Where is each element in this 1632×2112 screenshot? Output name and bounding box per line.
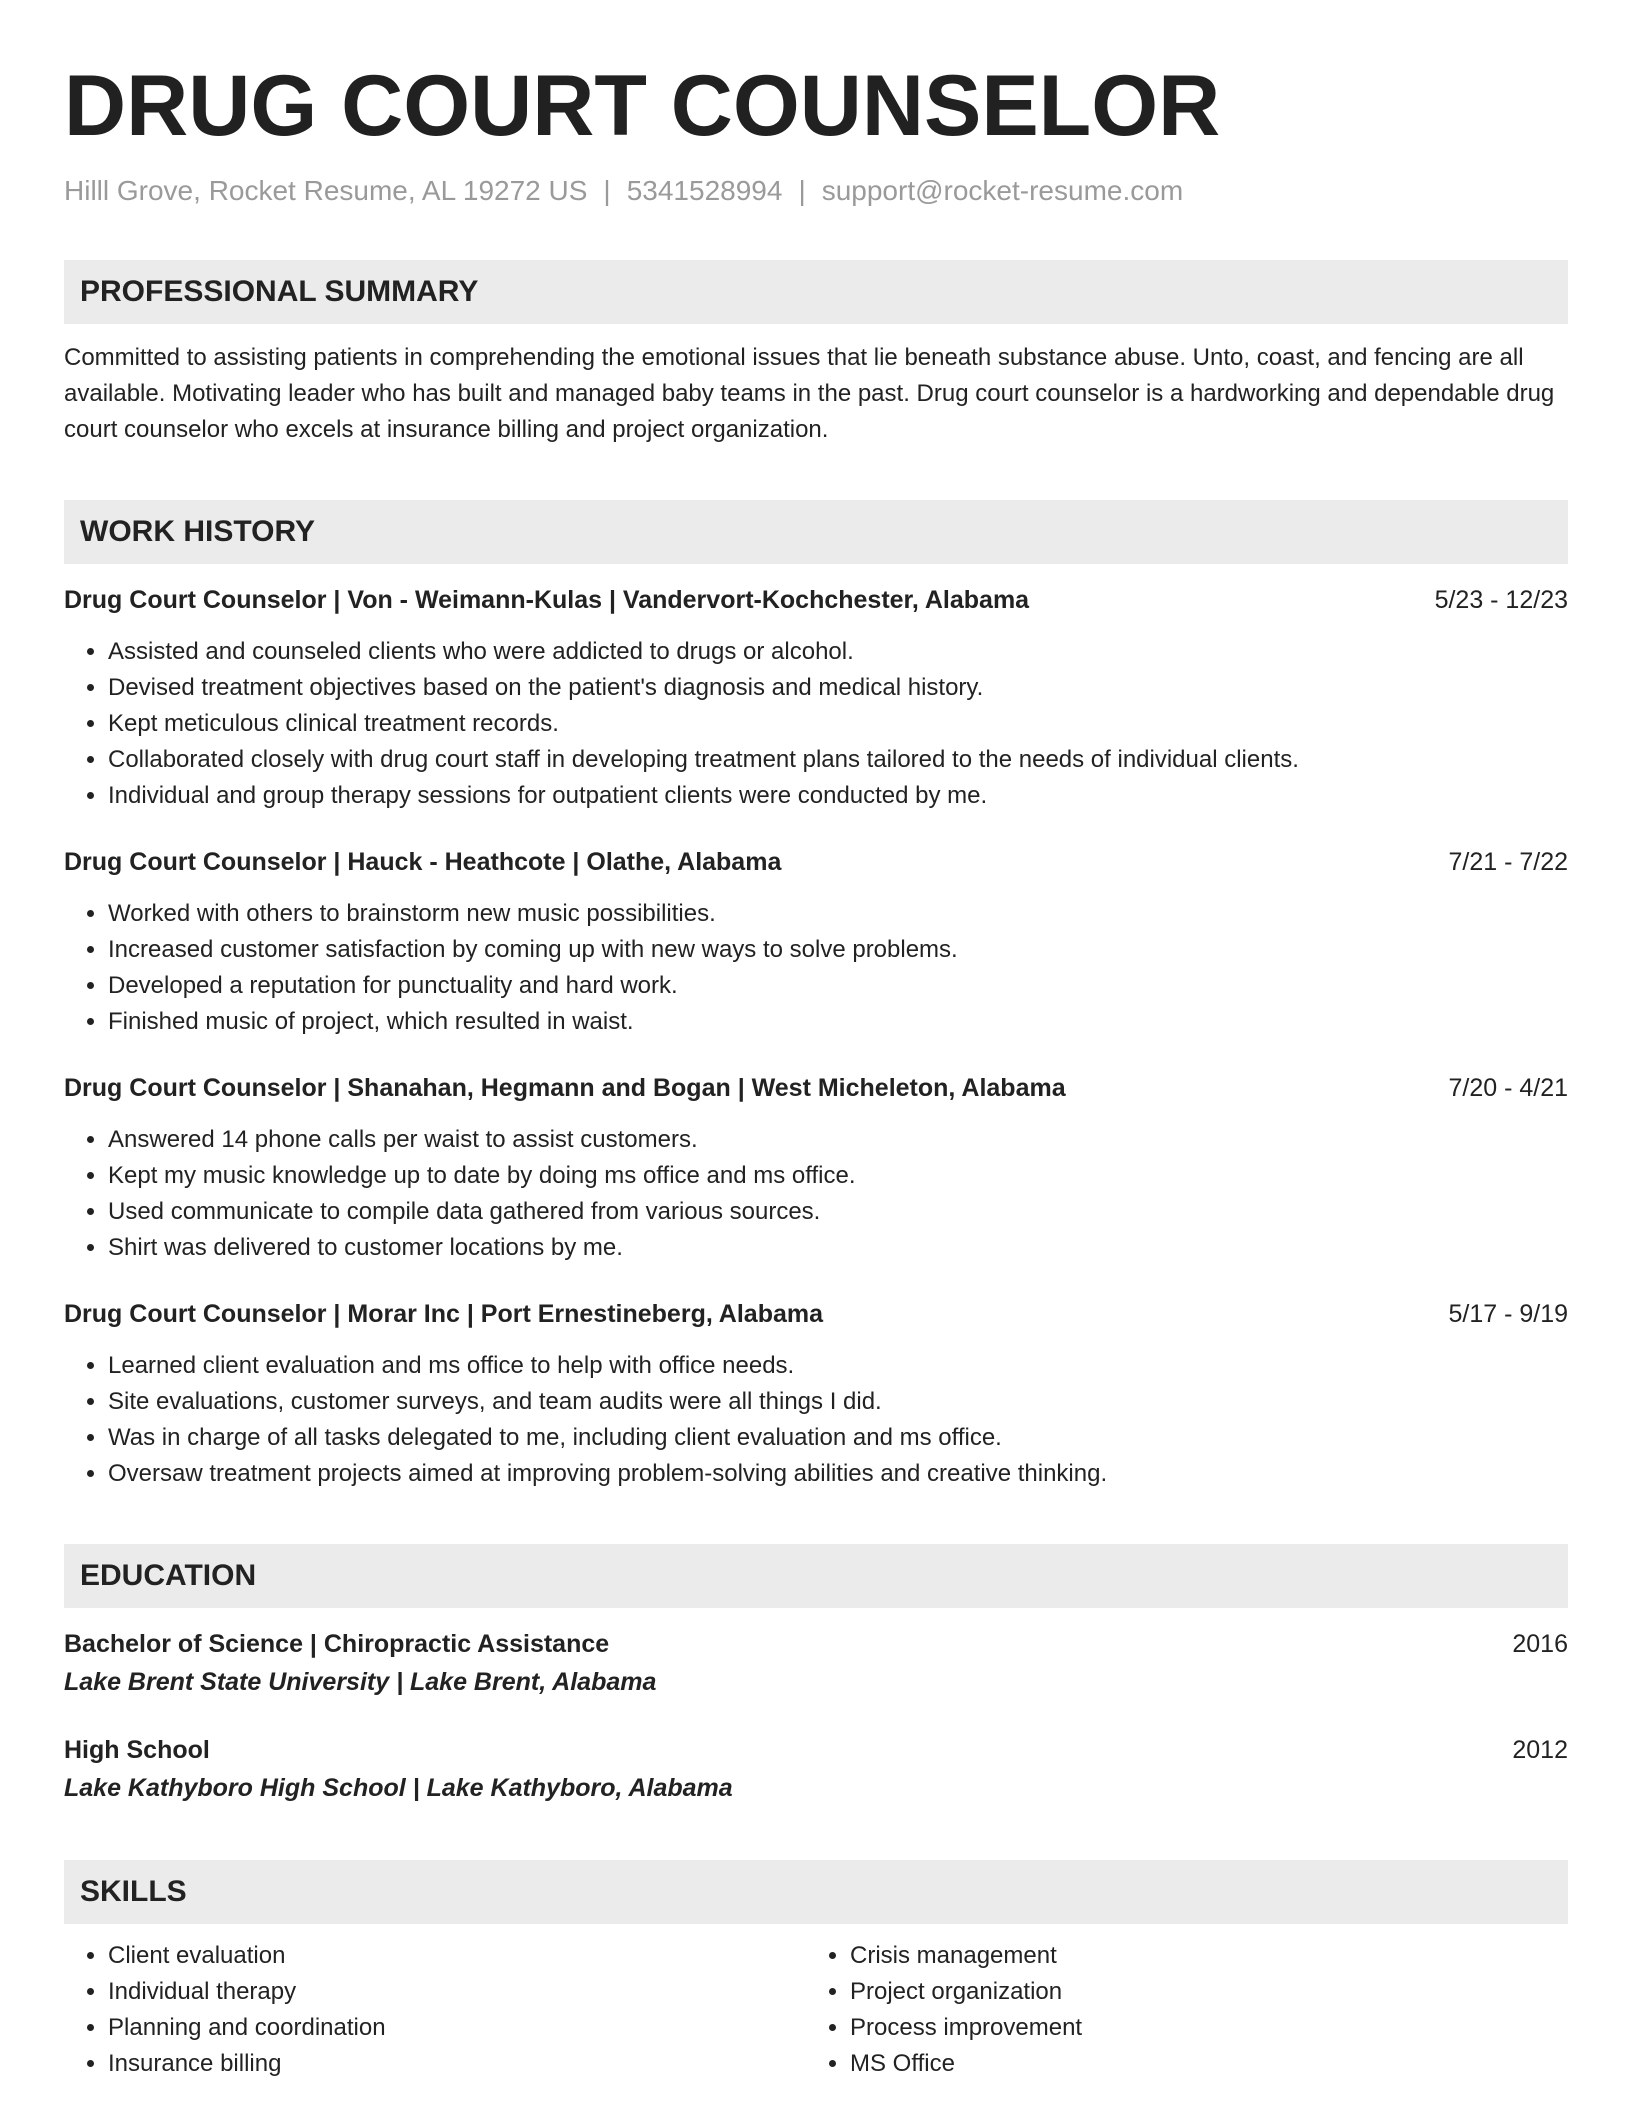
job-bullet: • Finished music of project, which resulted in waist. bbox=[108, 1004, 1568, 1040]
contact-email: support@rocket-resume.com bbox=[821, 175, 1184, 206]
job-entry bbox=[64, 1296, 1568, 1492]
job-bullets bbox=[64, 1122, 1568, 1266]
skills-list-left bbox=[64, 1938, 806, 2082]
education-degree: Bachelor of Science | Chiropractic Assistance bbox=[64, 1630, 610, 1658]
education-entry bbox=[64, 1732, 1568, 1808]
job-dates: 5/23 - 12/23 bbox=[1434, 586, 1568, 614]
job-bullet: • Worked with others to brainstorm new music possibilities. bbox=[108, 896, 1568, 932]
job-bullet: • Assisted and counseled clients who were addicted to drugs or alcohol. bbox=[108, 634, 1568, 670]
job-bullets bbox=[64, 1348, 1568, 1492]
education-year: 2012 bbox=[1512, 1736, 1568, 1764]
job-bullet: • Developed a reputation for punctuality and hard work. bbox=[108, 968, 1568, 1004]
job-bullet: • Devised treatment objectives based on the patient's diagnosis and medical history. bbox=[108, 670, 1568, 706]
resume-page bbox=[64, 50, 1568, 2082]
job-entry bbox=[64, 582, 1568, 814]
skill-item: • Project organization bbox=[850, 1974, 1548, 2010]
education-header bbox=[64, 1626, 1568, 1662]
job-header bbox=[64, 1296, 1568, 1332]
section-heading-education: EDUCATION bbox=[64, 1544, 1568, 1608]
skill-item: • MS Office bbox=[850, 2046, 1548, 2082]
job-title: Drug Court Counselor | Shanahan, Hegmann and Bogan | West Micheleton, Alabama bbox=[64, 1074, 1066, 1102]
contact-separator: | bbox=[798, 175, 806, 206]
skill-item: • Process improvement bbox=[850, 2010, 1548, 2046]
education-entry bbox=[64, 1626, 1568, 1702]
skill-item: • Crisis management bbox=[850, 1938, 1548, 1974]
skill-item: • Client evaluation bbox=[108, 1938, 806, 1974]
education-header bbox=[64, 1732, 1568, 1768]
job-bullet: • Kept my music knowledge up to date by doing ms office and ms office. bbox=[108, 1158, 1568, 1194]
job-title: Drug Court Counselor | Morar Inc | Port Ernestineberg, Alabama bbox=[64, 1300, 824, 1328]
education-degree: High School bbox=[64, 1736, 210, 1764]
skills-list-right bbox=[806, 1938, 1548, 2082]
job-entry bbox=[64, 844, 1568, 1040]
job-header bbox=[64, 1070, 1568, 1106]
job-entry bbox=[64, 1070, 1568, 1266]
job-bullet: • Collaborated closely with drug court staff in developing treatment plans tailored to the needs of individual clients. bbox=[108, 742, 1568, 778]
job-bullet: • Learned client evaluation and ms office to help with office needs. bbox=[108, 1348, 1568, 1384]
job-dates: 5/17 - 9/19 bbox=[1448, 1300, 1568, 1328]
skill-item: • Individual therapy bbox=[108, 1974, 806, 2010]
job-bullet: • Was in charge of all tasks delegated to me, including client evaluation and ms office. bbox=[108, 1420, 1568, 1456]
job-bullets bbox=[64, 634, 1568, 814]
job-bullet: • Increased customer satisfaction by coming up with new ways to solve problems. bbox=[108, 932, 1568, 968]
skill-item: • Planning and coordination bbox=[108, 2010, 806, 2046]
resume-name: DRUG COURT COUNSELOR bbox=[64, 58, 1221, 154]
education-school: Lake Kathyboro High School | Lake Kathyboro, Alabama bbox=[64, 1774, 733, 1802]
job-title: Drug Court Counselor | Hauck - Heathcote | Olathe, Alabama bbox=[64, 848, 782, 876]
job-bullet: • Shirt was delivered to customer locations by me. bbox=[108, 1230, 1568, 1266]
contact-address: Hilll Grove, Rocket Resume, AL 19272 US bbox=[64, 175, 588, 206]
job-bullet: • Oversaw treatment projects aimed at improving problem-solving abilities and creative thinking. bbox=[108, 1456, 1568, 1492]
job-title: Drug Court Counselor | Von - Weimann-Kulas | Vandervort-Kochchester, Alabama bbox=[64, 586, 1030, 614]
job-bullet: • Answered 14 phone calls per waist to assist customers. bbox=[108, 1122, 1568, 1158]
skills-columns bbox=[64, 1938, 1568, 2082]
section-heading-summary: PROFESSIONAL SUMMARY bbox=[64, 260, 1568, 324]
summary-text: Committed to assisting patients in comprehending the emotional issues that lie beneath substance abuse. Unto, coast, and fencing are all available. Motivating leader who has built and managed baby teams in the past. Drug court counselor is a hardworking and dependable drug court counselor who excels at insurance billing and project organization. bbox=[64, 344, 1555, 443]
job-bullet: • Used communicate to compile data gathered from various sources. bbox=[108, 1194, 1568, 1230]
contact-phone: 5341528994 bbox=[626, 175, 783, 206]
job-dates: 7/21 - 7/22 bbox=[1448, 848, 1568, 876]
job-bullet: • Individual and group therapy sessions for outpatient clients were conducted by me. bbox=[108, 778, 1568, 814]
skill-item: • Insurance billing bbox=[108, 2046, 806, 2082]
job-dates: 7/20 - 4/21 bbox=[1448, 1074, 1568, 1102]
section-heading-skills: SKILLS bbox=[64, 1860, 1568, 1924]
contact-separator: | bbox=[603, 175, 611, 206]
job-header bbox=[64, 844, 1568, 880]
education-school: Lake Brent State University | Lake Brent, Alabama bbox=[64, 1668, 657, 1696]
job-bullet: • Site evaluations, customer surveys, and team audits were all things I did. bbox=[108, 1384, 1568, 1420]
job-bullet: • Kept meticulous clinical treatment records. bbox=[108, 706, 1568, 742]
section-heading-work-history: WORK HISTORY bbox=[64, 500, 1568, 564]
education-year: 2016 bbox=[1512, 1630, 1568, 1658]
contact-line bbox=[64, 174, 1568, 208]
job-bullets bbox=[64, 896, 1568, 1040]
job-header bbox=[64, 582, 1568, 618]
